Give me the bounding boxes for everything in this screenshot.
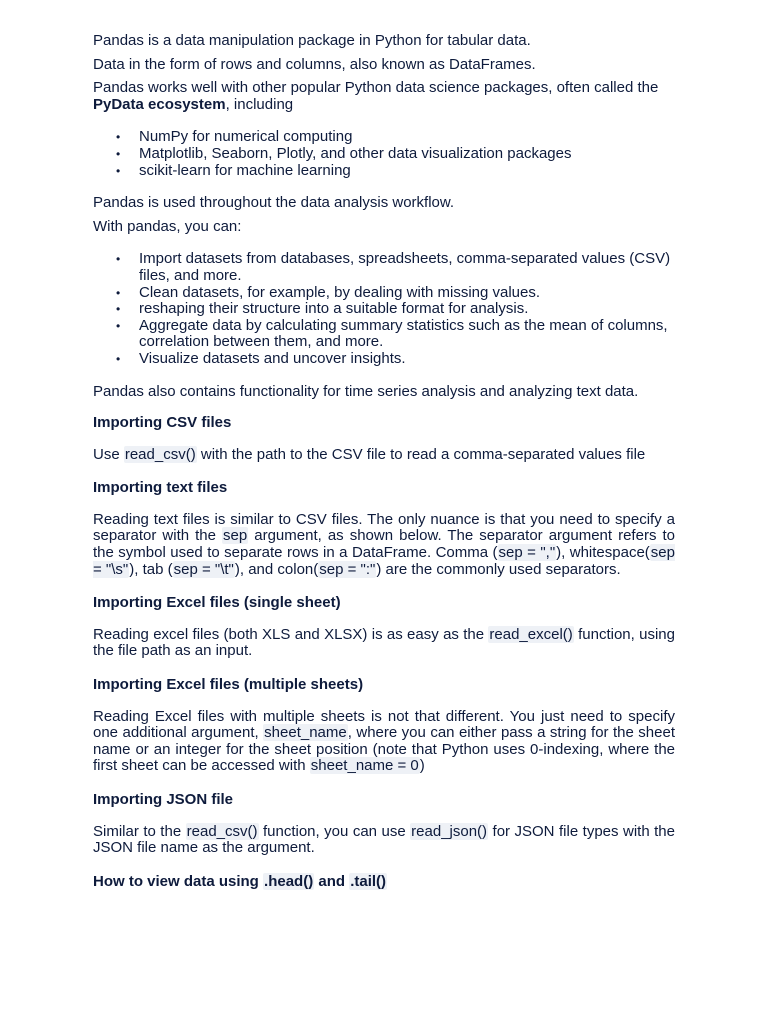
heading-view-data: How to view data using .head() and .tail() — [93, 872, 387, 890]
heading-importing-csv: Importing CSV files — [93, 414, 232, 432]
code-sep-tab: sep = "\t" — [173, 560, 234, 578]
code-read-csv-2: read_csv() — [186, 822, 258, 840]
csv-paragraph: Use read_csv() with the path to the CSV file to read a comma-separated values file — [93, 445, 646, 463]
code-head: .head() — [264, 872, 314, 890]
document-body — [93, 33, 675, 890]
heading-importing-excel-multiple: Importing Excel files (multiple sheets) — [93, 676, 364, 694]
heading-importing-json: Importing JSON file — [93, 791, 234, 808]
intro-paragraph-1: Pandas is a data manipulation package in Python for tabular data. — [93, 32, 531, 49]
code-sep-whitespace: sep = "\s" — [93, 544, 675, 578]
code-read-json: read_json() — [411, 822, 488, 840]
code-read-excel: read_excel() — [489, 625, 573, 643]
code-sep-comma: sep = "," — [498, 544, 556, 562]
json-paragraph: Similar to the read_csv() function, you can use read_json() for JSON file types with the JSON file name as the argument. — [93, 822, 675, 857]
excel-multi-paragraph: Reading Excel files with multiple sheets is not that different. You just need to specify one additional argument, sheet_name, where you can either pass a string for the sheet name or an integer for the sheet position (note that Python uses 0-indexing, where the first sheet can be accessed with sheet_name = 0) — [93, 707, 675, 775]
capabilities-list — [93, 251, 675, 367]
list-item: • Visualize datasets and uncover insights. — [139, 351, 675, 368]
list-item: • Matplotlib, Seaborn, Plotly, and other data visualization packages — [139, 146, 675, 163]
code-tail: .tail() — [350, 872, 387, 890]
code-sheet-name: sheet_name — [264, 724, 347, 742]
heading-importing-excel-single: Importing Excel files (single sheet) — [93, 594, 341, 612]
text-files-paragraph: Reading text files is similar to CSV files. The only nuance is that you need to specify a separator with the sep argument, as shown below. The separator argument refers to the symbol used to separate rows in a DataFrame. Comma (sep = ","), whitespace(sep = "\s"), tab (sep = "\t"), and colon(sep = ":") are the commonly used separators. — [93, 510, 675, 578]
code-read-csv: read_csv() — [124, 445, 196, 463]
heading-importing-text: Importing text files — [93, 479, 228, 497]
list-item: • Aggregate data by calculating summary statistics such as the mean of columns, correlation between them, and more. — [139, 318, 675, 351]
list-item: • NumPy for numerical computing — [139, 129, 675, 146]
list-item: • Import datasets from databases, spreadsheets, comma-separated values (CSV) files, and more. — [139, 251, 675, 284]
code-sep: sep — [223, 527, 248, 545]
intro-paragraph-2: Data in the form of rows and columns, also known as DataFrames. — [93, 55, 536, 73]
code-sep-colon: sep = ":" — [319, 560, 376, 578]
intro-paragraph-3: Pandas works well with other popular Python data science packages, often called the PyData ecosystem, including — [93, 79, 659, 113]
extra-paragraph: Pandas also contains functionality for time series analysis and analyzing text data. — [93, 382, 639, 400]
ecosystem-list — [93, 129, 675, 179]
list-item: • Clean datasets, for example, by dealing with missing values. — [139, 285, 675, 302]
pydata-ecosystem-term: PyData ecosystem — [93, 95, 226, 113]
list-item: • reshaping their structure into a suitable format for analysis. — [139, 301, 675, 318]
list-item: • scikit-learn for machine learning — [139, 163, 675, 180]
workflow-paragraph-2: With pandas, you can: — [93, 217, 242, 235]
code-sheet-name-zero: sheet_name = 0 — [310, 757, 419, 775]
excel-single-paragraph: Reading excel files (both XLS and XLSX) is as easy as the read_excel() function, using the file path as an input. — [93, 625, 675, 660]
workflow-paragraph-1: Pandas is used throughout the data analysis workflow. — [93, 194, 455, 212]
